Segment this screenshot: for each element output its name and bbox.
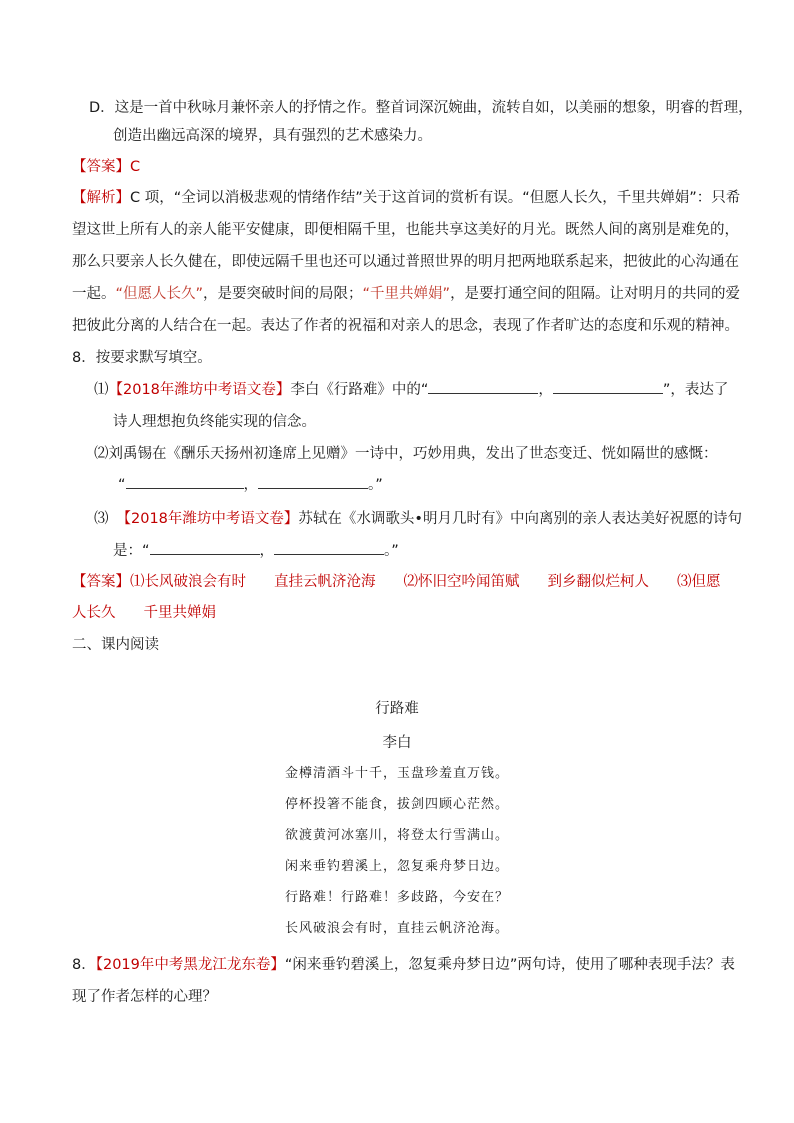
poem-line: 行路难！行路难！多歧路，今安在？ <box>284 890 509 905</box>
q8b-num: 8． <box>72 957 96 973</box>
poem-title: 行路难 <box>375 701 419 717</box>
analysis-line1 <box>72 186 740 207</box>
analysis-line4 <box>72 282 740 303</box>
blank-2[interactable] <box>553 379 663 394</box>
q8-sub2-blanks <box>118 473 383 494</box>
answer2-line1 <box>72 570 721 591</box>
sub3-num: ⑶ <box>94 511 109 527</box>
sub1-num: ⑴ <box>94 382 109 398</box>
blank-1[interactable] <box>428 379 538 394</box>
answer2-a5: ⑶但愿 <box>677 574 721 590</box>
answer2-a6: 人长久 <box>72 605 116 621</box>
sub3-comma: ， <box>259 543 275 559</box>
sub1-tail: ”，表达了 <box>662 382 729 398</box>
answer2-line2 <box>72 601 216 622</box>
quote-red-1: “但愿人长久” <box>115 286 204 302</box>
analysis-line3: 那么只要亲人长久健在，即使远隔千里也还可以通过普照世界的明月把两地联系起来，把彼此的心沟通在 <box>72 254 739 270</box>
answer2-tag: 【答案】 <box>72 574 130 590</box>
q8-title: 8．按要求默写填空。 <box>72 350 212 366</box>
option-d-line1: D．这是一首中秋咏月兼怀亲人的抒情之作。整首词深沉婉曲，流转自如，以美丽的想象，明睿的哲理， <box>89 100 753 116</box>
poem-line: 长风破浪会有时，直挂云帆济沧海。 <box>284 921 509 936</box>
section-heading: 二、课内阅读 <box>72 637 159 653</box>
blank-4[interactable] <box>258 474 368 489</box>
poem-line: 欲渡黄河冰塞川，将登太行雪满山。 <box>284 828 509 843</box>
sub1-source: 【2018年潍坊中考语文卷】 <box>108 382 291 398</box>
answer2-a7: 千里共婵娟 <box>143 605 216 621</box>
analysis-line5: 把彼此分离的人结合在一起。表达了作者的祝福和对亲人的思念，表现了作者旷达的态度和乐观的精神。 <box>72 318 739 334</box>
sub1-text: 李白《行路难》中的“ <box>290 382 429 398</box>
answer2-a3: ⑵怀旧空吟闻笛赋 <box>403 574 520 590</box>
q8-sub3-blanks <box>113 539 399 560</box>
poem-line: 闲来垂钓碧溪上，忽复乘舟梦日边。 <box>284 859 509 874</box>
option-d-line2: 创造出幽远高深的境界，具有强烈的艺术感染力。 <box>113 128 432 144</box>
poem-line: 金樽清酒斗十千，玉盘珍羞直万钱。 <box>284 766 509 781</box>
sub2-open: “ <box>118 477 126 493</box>
analysis-text: C 项，“全词以消极悲观的情绪作结”关于这首词的赏析有误。“但愿人长久，千里共婵娟”：只希 <box>130 190 741 206</box>
q8-sub2: ⑵刘禹锡在《酬乐天扬州初逢席上见赠》一诗中，巧妙用典，发出了世态变迁、恍如隔世的感慨： <box>94 446 718 462</box>
poem-line: 停杯投箸不能食，拔剑四顾心茫然。 <box>284 797 509 812</box>
answer2-a1: ⑴长风破浪会有时 <box>130 574 246 590</box>
sub1-comma: ， <box>538 382 553 398</box>
answer-tag: 【答案】 <box>72 159 130 175</box>
q8-sub1-line2: 诗人理想抱负终能实现的信念。 <box>113 414 316 430</box>
analysis-l4e: ，是要打通空间的阻隔。让对明月的共同的爱 <box>450 286 741 302</box>
analysis-l4c: ，是要突破时间的局限； <box>203 286 363 302</box>
sub3-pre: 是：“ <box>113 543 150 559</box>
q8-sub3 <box>94 507 742 528</box>
quote-red-2: “千里共婵娟” <box>362 286 451 302</box>
answer2-a2: 直挂云帆济沧海 <box>274 574 376 590</box>
q8b-line1 <box>72 953 735 974</box>
sub3-source: 【2018年潍坊中考语文卷】 <box>116 511 299 527</box>
sub2-close: 。” <box>368 477 383 493</box>
blank-3[interactable] <box>126 474 244 489</box>
q8b-text: “闲来垂钓碧溪上，忽复乘舟梦日边”两句诗，使用了哪种表现手法？表 <box>284 957 735 973</box>
sub3-close: 。” <box>384 543 399 559</box>
blank-5[interactable] <box>150 540 260 555</box>
q8b-source: 【2019年中考黑龙江龙东卷】 <box>95 957 285 973</box>
poem-author: 李白 <box>382 735 412 751</box>
q8-sub1 <box>94 378 728 399</box>
answer-value: C <box>130 159 141 175</box>
sub2-comma: ， <box>243 477 259 493</box>
blank-6[interactable] <box>274 540 384 555</box>
answer-row <box>72 155 140 176</box>
q8b-line2: 现了作者怎样的心理？ <box>72 989 217 1005</box>
analysis-tag: 【解析】 <box>72 190 130 206</box>
analysis-l4a: 一起。 <box>72 286 116 302</box>
answer2-a4: 到乡翻似烂柯人 <box>547 574 649 590</box>
sub3-text: 苏轼在《水调歌头•明月几时有》中向离别的亲人表达美好祝愿的诗句 <box>298 511 742 527</box>
analysis-line2: 望这世上所有人的亲人能平安健康，即便相隔千里，也能共享这美好的月光。既然人间的离别是难免的， <box>72 222 739 238</box>
